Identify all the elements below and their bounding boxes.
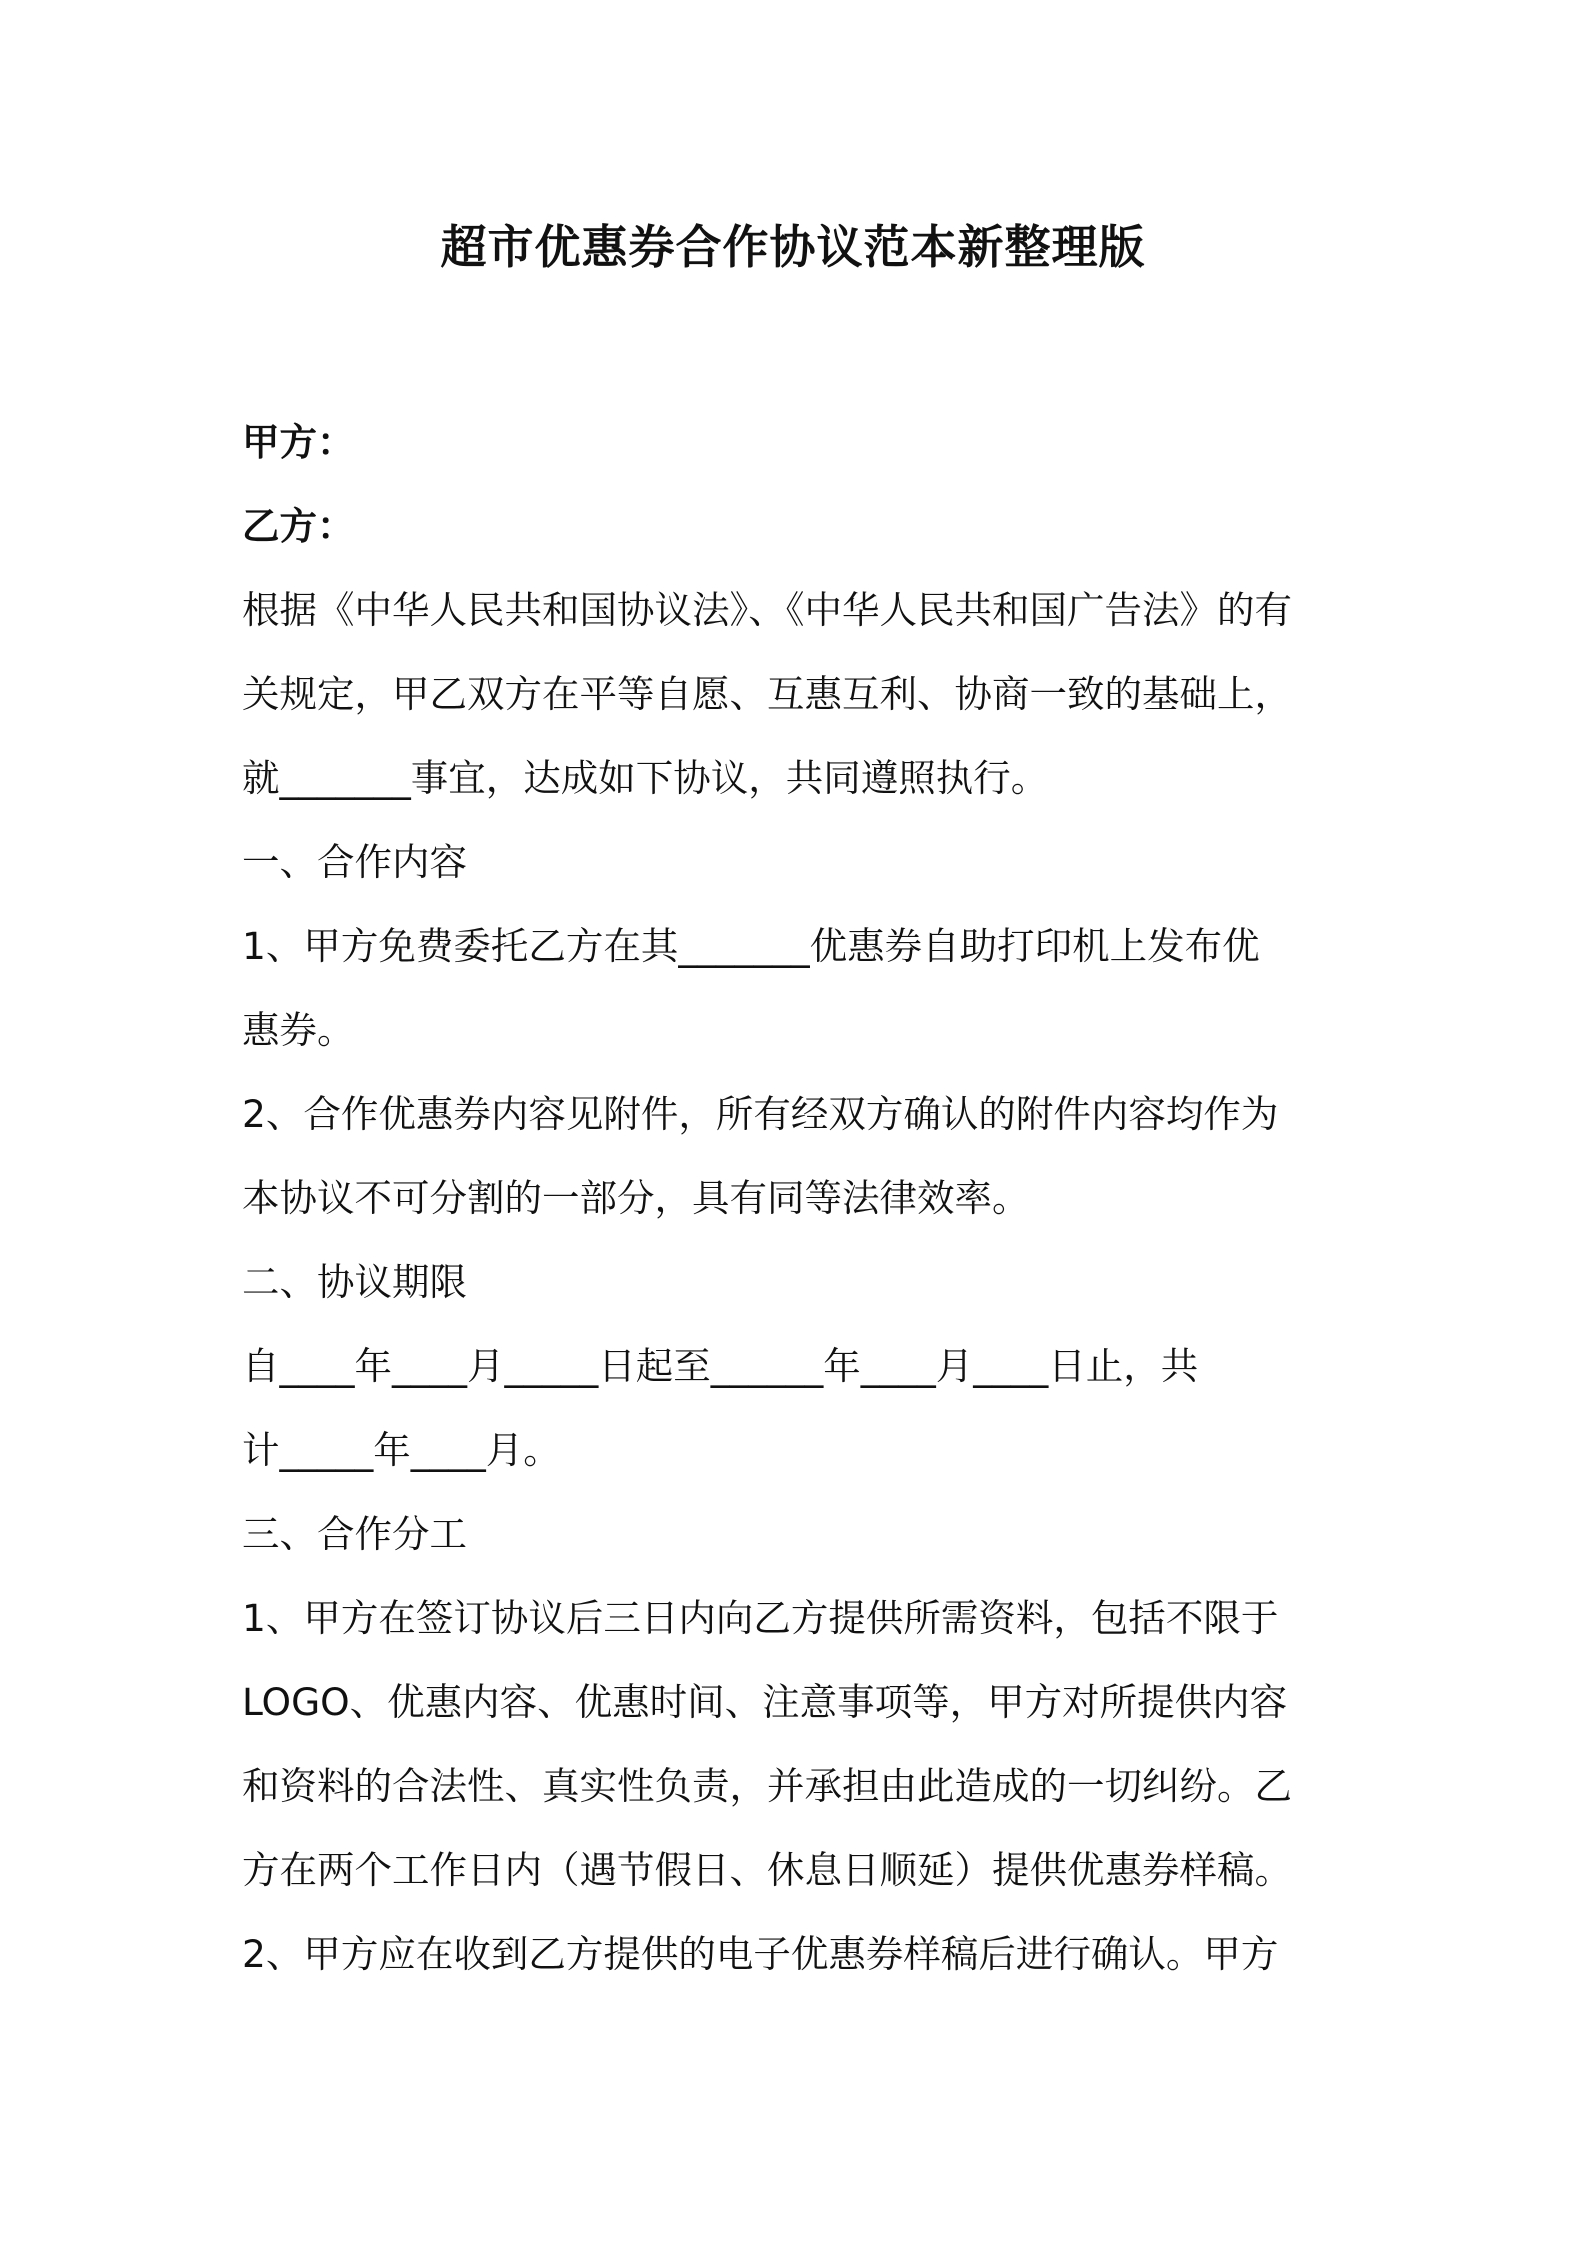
clause-3-1-line-1: 1、甲方在签订协议后三日内向乙方提供所需资料，包括不限于 [242, 1596, 1279, 1640]
clause-3-1-line-2: LOGO、优惠内容、优惠时间、注意事项等，甲方对所提供内容 [242, 1680, 1288, 1724]
section-heading-cooperation-content: 一、合作内容 [242, 840, 467, 884]
document-body [242, 400, 1352, 1996]
preamble-line-1: 根据《中华人民共和国协议法》、《中华人民共和国广告法》的有 [242, 588, 1292, 632]
term-line-2: 计_____年____月。 [242, 1428, 561, 1472]
clause-3-1-line-4: 方在两个工作日内（遇节假日、休息日顺延）提供优惠券样稿。 [242, 1848, 1292, 1892]
clause-1-2-line-1: 2、合作优惠券内容见附件，所有经双方确认的附件内容均作为 [242, 1092, 1279, 1136]
party-a-line: 甲方： [242, 420, 355, 464]
clause-3-2-line-1: 2、甲方应在收到乙方提供的电子优惠券样稿后进行确认。甲方 [242, 1932, 1279, 1976]
party-b-line: 乙方： [242, 504, 355, 548]
clause-1-1-line-1: 1、甲方免费委托乙方在其_______优惠券自助打印机上发布优 [242, 924, 1260, 968]
term-line-1: 自____年____月_____日起至______年____月____日止，共 [242, 1344, 1199, 1388]
section-heading-division-of-work: 三、合作分工 [242, 1512, 467, 1556]
preamble-line-3: 就_______事宜，达成如下协议，共同遵照执行。 [242, 756, 1049, 800]
preamble-line-2: 关规定，甲乙双方在平等自愿、互惠互利、协商一致的基础上， [242, 672, 1292, 716]
section-heading-agreement-term: 二、协议期限 [242, 1260, 467, 1304]
clause-1-2-line-2: 本协议不可分割的一部分，具有同等法律效率。 [242, 1176, 1030, 1220]
clause-1-1-line-2: 惠券。 [242, 1008, 355, 1052]
document-title: 超市优惠券合作协议范本新整理版 [440, 220, 1146, 274]
clause-3-1-line-3: 和资料的合法性、真实性负责，并承担由此造成的一切纠纷。乙 [242, 1764, 1292, 1808]
